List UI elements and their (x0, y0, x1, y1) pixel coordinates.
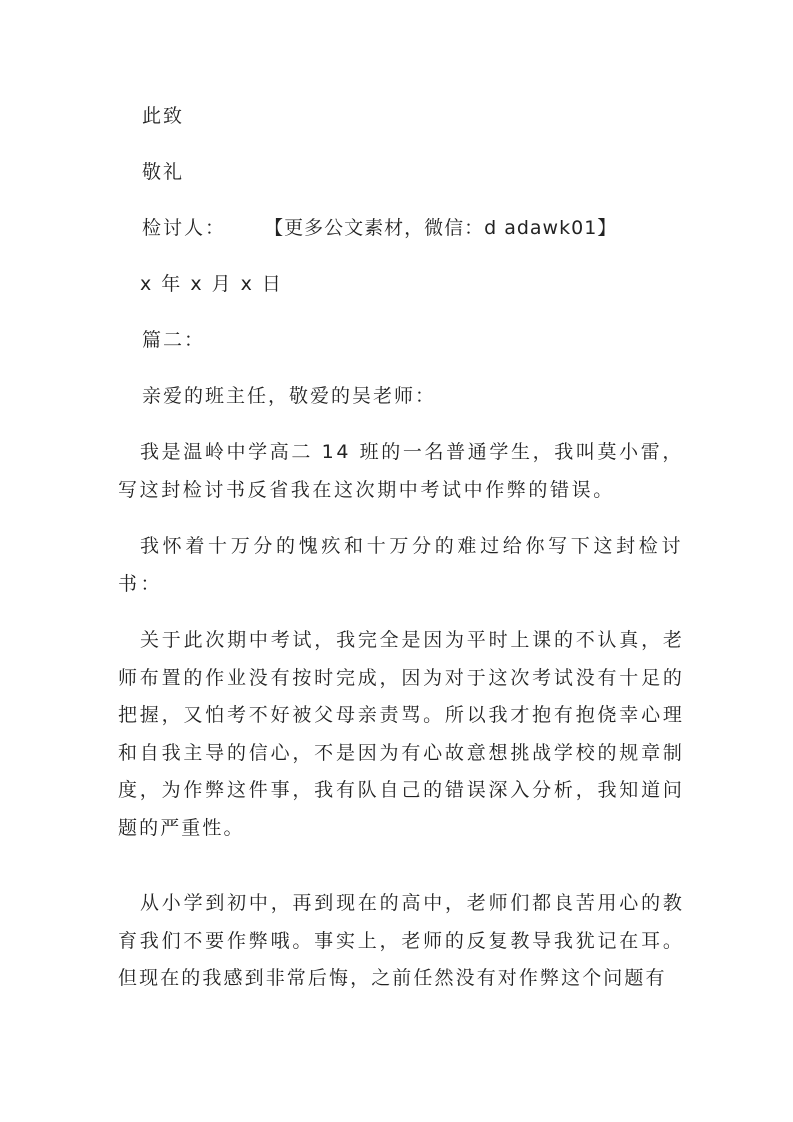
closing-salutation-2: 敬礼 (142, 161, 185, 183)
section-title: 篇二： (142, 329, 206, 351)
signature-label: 检讨人： (142, 217, 227, 239)
signature-line (142, 216, 617, 240)
paragraph-1: 我是温岭中学高二 14 班的一名普通学生，我叫莫小雷，写这封检讨书反省我在这次期中考试中作弊的错误。 (118, 441, 684, 501)
letter-greeting: 亲爱的班主任，敬爱的吴老师： (142, 385, 437, 407)
paragraph-3: 关于此次期中考试，我完全是因为平时上课的不认真，老师布置的作业没有按时完成，因为对于这次考试没有十足的把握，又怕考不好被父母亲责骂。所以我才抱有抱侥幸心理和自我主导的信心，不是因为有心故意想挑战学校的规章制度，为作弊这件事，我有队自己的错误深入分析，我知道问题的严重性。 (118, 629, 684, 839)
paragraph-4: 从小学到初中，再到现在的高中，老师们都良苦用心的教育我们不要作弊哦。事实上，老师的反复教导我犹记在耳。但现在的我感到非常后悔，之前任然没有对作弊这个问题有 (118, 892, 684, 990)
signature-note: 【更多公文素材，微信：d adawk01】 (264, 217, 618, 239)
date-line: x 年 x 月 x 日 (140, 273, 283, 295)
closing-salutation-1: 此致 (142, 105, 185, 127)
paragraph-2: 我怀着十万分的愧疚和十万分的难过给你写下这封检讨书： (118, 535, 684, 595)
